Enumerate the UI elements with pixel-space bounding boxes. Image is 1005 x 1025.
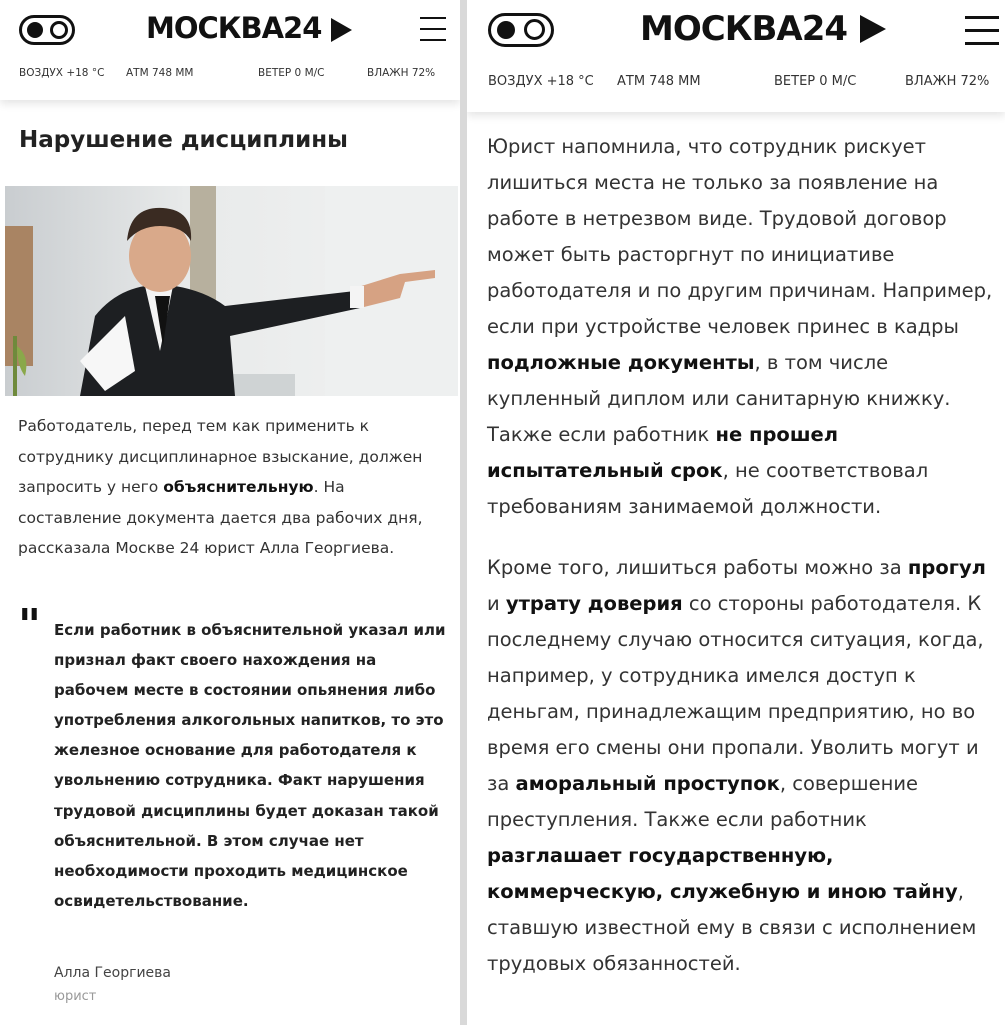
article-photo: [5, 186, 458, 396]
text-run: , не соответствовал требованиям занимаемой должности.: [487, 459, 929, 518]
play-icon[interactable]: [331, 18, 352, 42]
site-logo[interactable]: МОСКВА24: [640, 9, 848, 49]
text-run: Юрист напомнила, что сотрудник рискует лишиться места не только за появление на работе в нетрезвом виде. Трудовой договор может быть расторгнут по инициативе работодателя и по другим причинам. Например, если при устройстве человек принес в кадры: [487, 135, 993, 338]
text-run: , ставшую известной ему в связи с исполнением трудовых обязанностей.: [487, 880, 977, 975]
right-screenshot: [467, 0, 1005, 1025]
text-run: , совершение преступления. Также если работник: [487, 772, 919, 831]
text-run: и: [487, 592, 506, 615]
quote-mark-icon: ": [18, 600, 41, 651]
theme-toggle-icon[interactable]: [488, 13, 554, 47]
bold-phrase: утрату доверия: [505, 592, 683, 615]
bold-phrase: разглашает государственную, коммерческую, служебную и иною тайну: [487, 844, 958, 903]
text-run: Кроме того, лишиться работы можно за: [487, 556, 908, 579]
bold-phrase: аморальный проступок: [515, 772, 780, 795]
weather-air: ВОЗДУХ +18 °С: [19, 67, 105, 79]
text-run: со стороны работодателя. К последнему случаю относится ситуация, когда, например, у сотрудника имелся доступ к деньгам, принадлежащим предприятию, но во время его смены они пропали. Уволить могут и за: [487, 592, 984, 795]
bold-phrase: не прошел испытательный срок: [487, 423, 839, 482]
theme-toggle-icon[interactable]: [19, 15, 75, 45]
businessman-pointing-image: [5, 186, 458, 396]
text-run: Работодатель, перед тем как применить к сотруднику дисциплинарное взыскание, должен запросить у него: [18, 417, 423, 496]
bold-phrase: прогул: [907, 556, 986, 579]
section-title: Нарушение дисциплины: [19, 127, 348, 153]
weather-air: ВОЗДУХ +18 °С: [488, 74, 594, 89]
site-header: [467, 0, 1005, 112]
paragraph-2: [487, 550, 999, 982]
play-icon[interactable]: [860, 15, 886, 43]
weather-pressure: АТМ 748 ММ: [126, 67, 194, 79]
site-logo[interactable]: МОСКВА24: [146, 11, 322, 45]
hamburger-menu-icon[interactable]: [965, 16, 999, 46]
site-header: [0, 0, 460, 100]
author-name: Алла Георгиева: [54, 965, 172, 981]
hamburger-menu-icon[interactable]: [420, 17, 446, 41]
intro-paragraph: [18, 411, 438, 564]
quote-text: Если работник в объяснительной указал или признал факт своего нахождения на рабочем месте в состоянии опьянения либо употребления алкогольных напитков, то это железное основание для работодателя к увольнению сотрудника. Факт нарушения трудовой дисциплины будет доказан такой объяснительной. В этом случае нет необходимости проходить медицинское освидетельствование.: [54, 621, 446, 910]
weather-humidity: ВЛАЖН 72%: [367, 67, 436, 79]
weather-humidity: ВЛАЖН 72%: [905, 74, 990, 89]
left-screenshot: [0, 0, 460, 1025]
author-role: юрист: [54, 989, 97, 1004]
text-run: . На составление документа дается два рабочих дня, рассказала Москве 24 юрист Алла Георгиева.: [18, 478, 423, 557]
bold-phrase: подложные документы: [487, 351, 755, 374]
paragraph-1: [487, 129, 999, 525]
bold-phrase: объяснительную: [163, 478, 314, 496]
weather-wind: ВЕТЕР 0 М/С: [774, 74, 857, 89]
weather-wind: ВЕТЕР 0 М/С: [258, 67, 325, 79]
weather-pressure: АТМ 748 ММ: [617, 74, 701, 89]
text-run: , в том числе купленный диплом или санитарную книжку. Также если работник: [487, 351, 951, 446]
